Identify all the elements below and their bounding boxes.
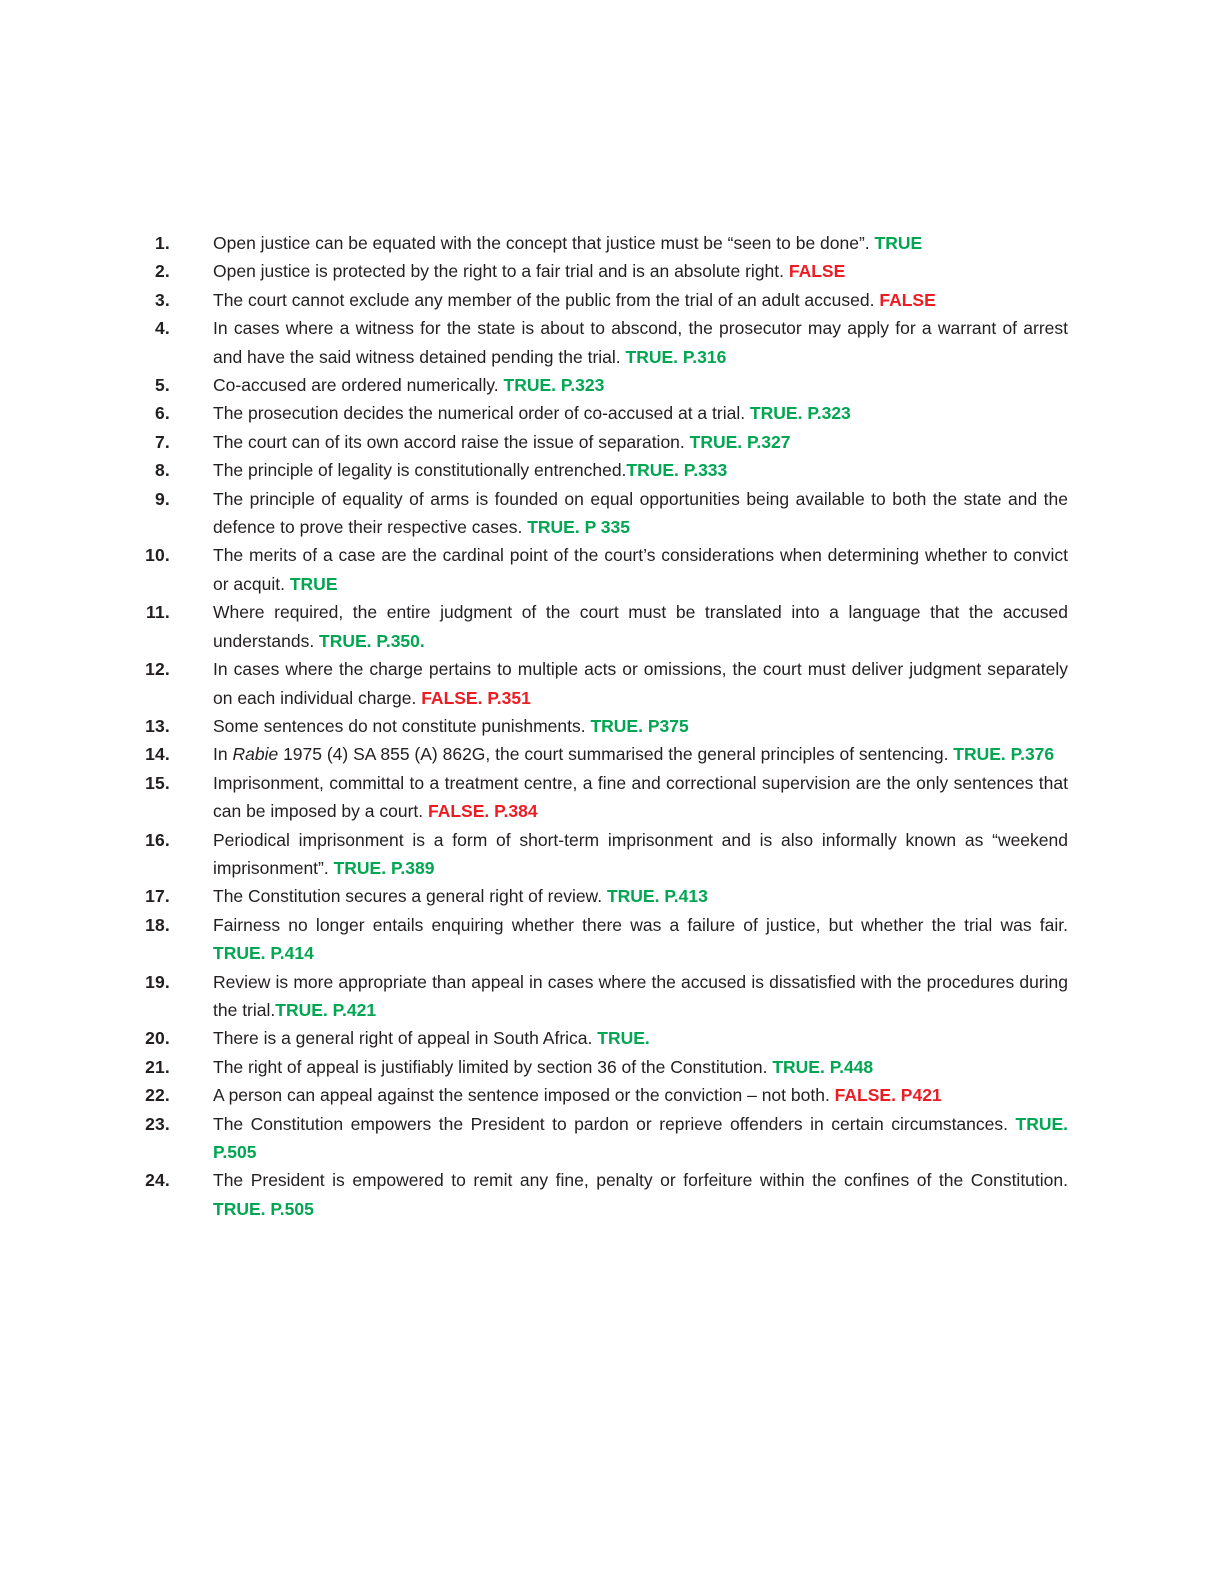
item-number: 20. — [145, 1028, 170, 1049]
item-text-segment: Fairness no longer entails enquiring whether there was a failure of justice, but whether the trial was fair. — [213, 914, 1068, 935]
item-answer: TRUE. P.316 — [625, 346, 727, 367]
item-number: 1. — [155, 233, 170, 253]
list-item — [138, 456, 1068, 484]
item-number: 2. — [155, 261, 170, 282]
item-answer: TRUE. P.413 — [606, 886, 708, 907]
item-number: 4. — [155, 318, 170, 339]
item-text-segment: Review is more appropriate than appeal in cases where the accused is dissatisfied with the procedures during the trial. — [213, 971, 1068, 1020]
item-text-segment: There is a general right of appeal in South Africa. — [213, 1028, 598, 1049]
item-number: 23. — [145, 1113, 170, 1134]
item-answer: TRUE. P.414 — [213, 943, 314, 964]
item-answer: TRUE. P375 — [590, 715, 689, 736]
item-answer: TRUE. P.350. — [319, 630, 425, 651]
item-text — [213, 257, 1068, 285]
item-text-segment: Open justice can be equated with the concept that justice must be “seen to be done”. — [213, 233, 875, 253]
item-text — [213, 712, 1068, 740]
item-text-segment: Imprisonment, committal to a treatment centre, a fine and correctional supervision are the only sentences that can be imposed by a court. — [213, 772, 1068, 822]
item-number: 8. — [155, 460, 170, 481]
item-text-segment: The prosecution decides the numerical order of co-accused at a trial. — [213, 403, 750, 424]
item-answer: TRUE. P.327 — [689, 431, 791, 452]
item-answer: FALSE. P421 — [834, 1085, 942, 1106]
list-item — [138, 286, 1068, 314]
item-text — [213, 655, 1068, 712]
item-number: 24. — [145, 1170, 170, 1191]
item-text-segment: In cases where the charge pertains to multiple acts or omissions, the court must deliver judgment separately on each individual charge. — [213, 659, 1068, 708]
list-item — [138, 314, 1068, 371]
item-text-segment: The merits of a case are the cardinal point of the court’s considerations when determining whether to convict or acquit. — [213, 545, 1068, 594]
list-item — [138, 826, 1068, 883]
item-text-segment: The principle of equality of arms is founded on equal opportunities being available to both the state and the defence to prove their respective cases. — [213, 488, 1068, 538]
item-answer: TRUE. P.333 — [626, 460, 728, 481]
item-text — [213, 769, 1068, 826]
item-text — [213, 286, 1068, 314]
item-text — [213, 229, 1068, 257]
list-item — [138, 712, 1068, 740]
item-number: 14. — [145, 744, 170, 765]
item-number: 17. — [145, 886, 170, 907]
item-number: 13. — [145, 715, 170, 736]
list-item — [138, 1081, 1068, 1109]
list-item — [138, 399, 1068, 427]
list-item — [138, 882, 1068, 910]
item-text — [213, 968, 1068, 1025]
item-number: 22. — [145, 1085, 170, 1106]
list-item — [138, 1053, 1068, 1081]
item-text-segment: Where required, the entire judgment of the court must be translated into a language that the accused understands. — [213, 602, 1068, 651]
item-answer: TRUE. P.505 — [213, 1113, 1073, 1162]
item-text-segment: The principle of legality is constitutionally entrenched. — [213, 460, 627, 481]
item-text-segment: In — [213, 744, 233, 765]
item-number: 21. — [145, 1056, 170, 1077]
item-answer: TRUE. P.323 — [503, 375, 605, 396]
item-number: 3. — [155, 289, 170, 310]
item-text — [213, 371, 1068, 399]
list-item — [138, 1110, 1073, 1167]
list-item — [138, 968, 1068, 1025]
item-text — [213, 485, 1068, 542]
list-item — [138, 1166, 1068, 1223]
item-number: 15. — [145, 772, 170, 793]
item-text-segment: A person can appeal against the sentence imposed or the conviction – not both. — [213, 1085, 835, 1106]
item-answer: FALSE — [879, 289, 936, 310]
item-text-segment: Open justice is protected by the right to a fair trial and is an absolute right. — [213, 261, 789, 282]
item-text-segment: 1975 (4) SA 855 (A) 862G, the court summarised the general principles of sentencing. — [278, 744, 954, 765]
item-text-segment: The President is empowered to remit any fine, penalty or forfeiture within the confines of the Constitution. — [213, 1170, 1068, 1191]
item-text — [213, 399, 1068, 427]
item-number: 12. — [145, 659, 170, 680]
item-text — [213, 314, 1068, 371]
item-answer: TRUE. P.389 — [333, 857, 435, 878]
item-number: 18. — [145, 914, 170, 935]
item-text — [213, 1053, 1068, 1081]
list-item — [138, 485, 1068, 542]
item-answer: FALSE — [788, 261, 846, 282]
item-text — [213, 1024, 1068, 1052]
item-answer: TRUE — [874, 233, 923, 253]
item-answer: TRUE. P.505 — [213, 1198, 314, 1219]
item-number: 11. — [146, 602, 170, 623]
list-item — [138, 541, 1068, 598]
item-number: 7. — [155, 431, 170, 452]
item-text — [213, 1166, 1068, 1223]
item-answer: TRUE. P.421 — [275, 999, 377, 1020]
item-answer: FALSE. P.351 — [421, 687, 531, 708]
item-text-segment: Some sentences do not constitute punishments. — [213, 715, 591, 736]
item-answer: TRUE. P.376 — [953, 744, 1055, 765]
item-text-segment: In cases where a witness for the state is about to abscond, the prosecutor may apply for a warrant of arrest and have the said witness detained pending the trial. — [213, 318, 1068, 367]
list-item — [138, 371, 1068, 399]
item-text — [213, 541, 1068, 598]
item-text-segment: The court can of its own accord raise the issue of separation. — [213, 431, 690, 452]
item-number: 10. — [145, 545, 170, 566]
list-item — [138, 769, 1068, 826]
item-text — [213, 911, 1068, 968]
list-item — [138, 428, 1068, 456]
item-text — [213, 740, 1068, 768]
item-text-segment: Periodical imprisonment is a form of short-term imprisonment and is also informally known as “weekend imprisonment”. — [213, 829, 1068, 878]
item-text — [213, 428, 1068, 456]
item-text-segment: The Constitution secures a general right of review. — [213, 886, 607, 907]
item-answer: TRUE. P.448 — [772, 1056, 874, 1077]
item-text — [213, 456, 1068, 484]
item-text-segment: The court cannot exclude any member of the public from the trial of an adult accused. — [213, 289, 880, 310]
item-number: 6. — [155, 403, 170, 424]
item-text — [213, 598, 1068, 655]
item-text — [213, 1081, 1068, 1109]
list-item — [138, 1024, 1068, 1052]
item-number: 5. — [155, 375, 170, 396]
item-text-segment: The right of appeal is justifiably limited by section 36 of the Constitution. — [213, 1056, 773, 1077]
item-text — [213, 882, 1068, 910]
list-item — [138, 598, 1068, 655]
item-number: 19. — [145, 971, 170, 992]
item-answer: TRUE — [289, 573, 338, 594]
item-text-italic-segment: Rabie — [232, 744, 279, 765]
item-text-segment: Co-accused are ordered numerically. — [213, 375, 504, 396]
item-text — [213, 826, 1068, 883]
item-text-segment: The Constitution empowers the President to pardon or reprieve offenders in certain circumstances. — [213, 1113, 1016, 1134]
item-answer: TRUE. P 335 — [527, 517, 630, 538]
item-number: 9. — [155, 488, 170, 509]
item-answer: TRUE. — [597, 1028, 650, 1049]
list-item — [138, 911, 1068, 968]
list-item — [138, 257, 1068, 285]
list-item — [138, 229, 1068, 257]
item-text — [213, 1110, 1073, 1167]
question-list — [138, 229, 1073, 1223]
item-answer: FALSE. P.384 — [427, 801, 538, 822]
item-number: 16. — [145, 829, 170, 850]
list-item — [138, 740, 1068, 768]
item-answer: TRUE. P.323 — [749, 403, 851, 424]
list-item — [138, 655, 1068, 712]
